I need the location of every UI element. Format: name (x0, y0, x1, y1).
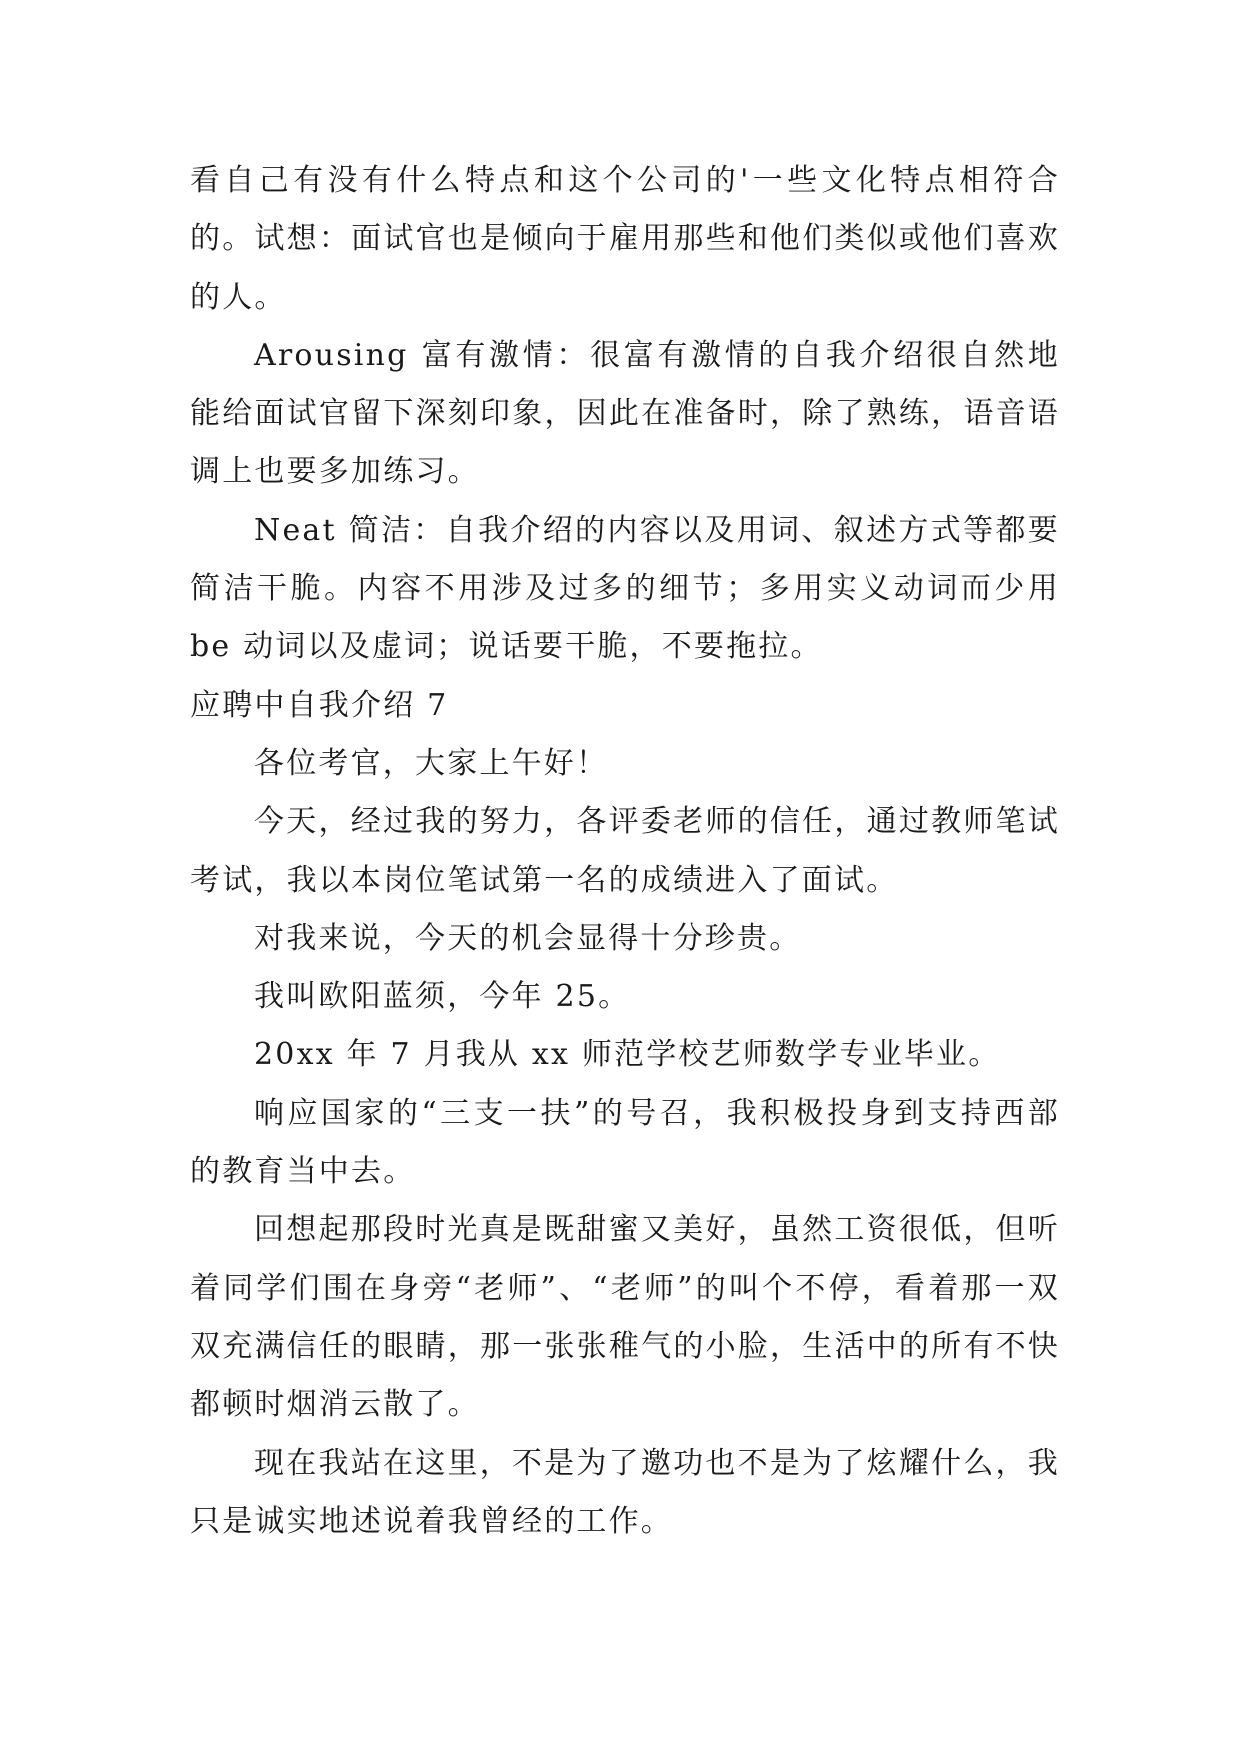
paragraph-opportunity: 对我来说，今天的机会显得十分珍贵。 (254, 920, 802, 956)
paragraph-response: 响应国家的“三支一扶”的号召，我积极投身到支持西部的教育当中去。 (190, 1095, 1060, 1190)
paragraph-neat: Neat 简洁：自我介绍的内容以及用词、叙述方式等都要简洁干脆。内容不用涉及过多的细节；多用实义动词而少用be 动词以及虚词；说话要干脆，不要拖拉。 (190, 512, 1060, 665)
paragraph-name-age: 我叫欧阳蓝须，今年 25。 (254, 979, 631, 1015)
paragraph-arousing: Arousing 富有激情：很富有激情的自我介绍很自然地能给面试官留下深刻印象，因此在准备时，除了熟练，语音语调上也要多加练习。 (190, 337, 1060, 490)
document-page (190, 152, 1060, 1551)
paragraph-today: 今天，经过我的努力，各评委老师的信任，通过教师笔试考试，我以本岗位笔试第一名的成绩进入了面试。 (190, 804, 1060, 898)
paragraph-graduation: 20xx 年 7 月我从 xx 师范学校艺师数学专业毕业。 (254, 1037, 1001, 1073)
paragraph-greeting: 各位考官，大家上午好！ (254, 745, 609, 781)
paragraph-memories: 回想起那段时光真是既甜蜜又美好，虽然工资很低，但听着同学们围在身旁“老师”、“老师”的叫个不停，看着那一双双充满信任的眼睛，那一张张稚气的小脸，生活中的所有不快都顿时烟消云散了。 (190, 1212, 1060, 1423)
section-heading: 应聘中自我介绍 7 (190, 687, 449, 723)
paragraph-now: 现在我站在这里，不是为了邀功也不是为了炫耀什么，我只是诚实地述说着我曾经的工作。 (190, 1445, 1060, 1539)
paragraph-culture-fit: 看自己有没有什么特点和这个公司的'一些文化特点相符合的。试想：面试官也是倾向于雇用那些和他们类似或他们喜欢的人。 (190, 163, 1060, 315)
